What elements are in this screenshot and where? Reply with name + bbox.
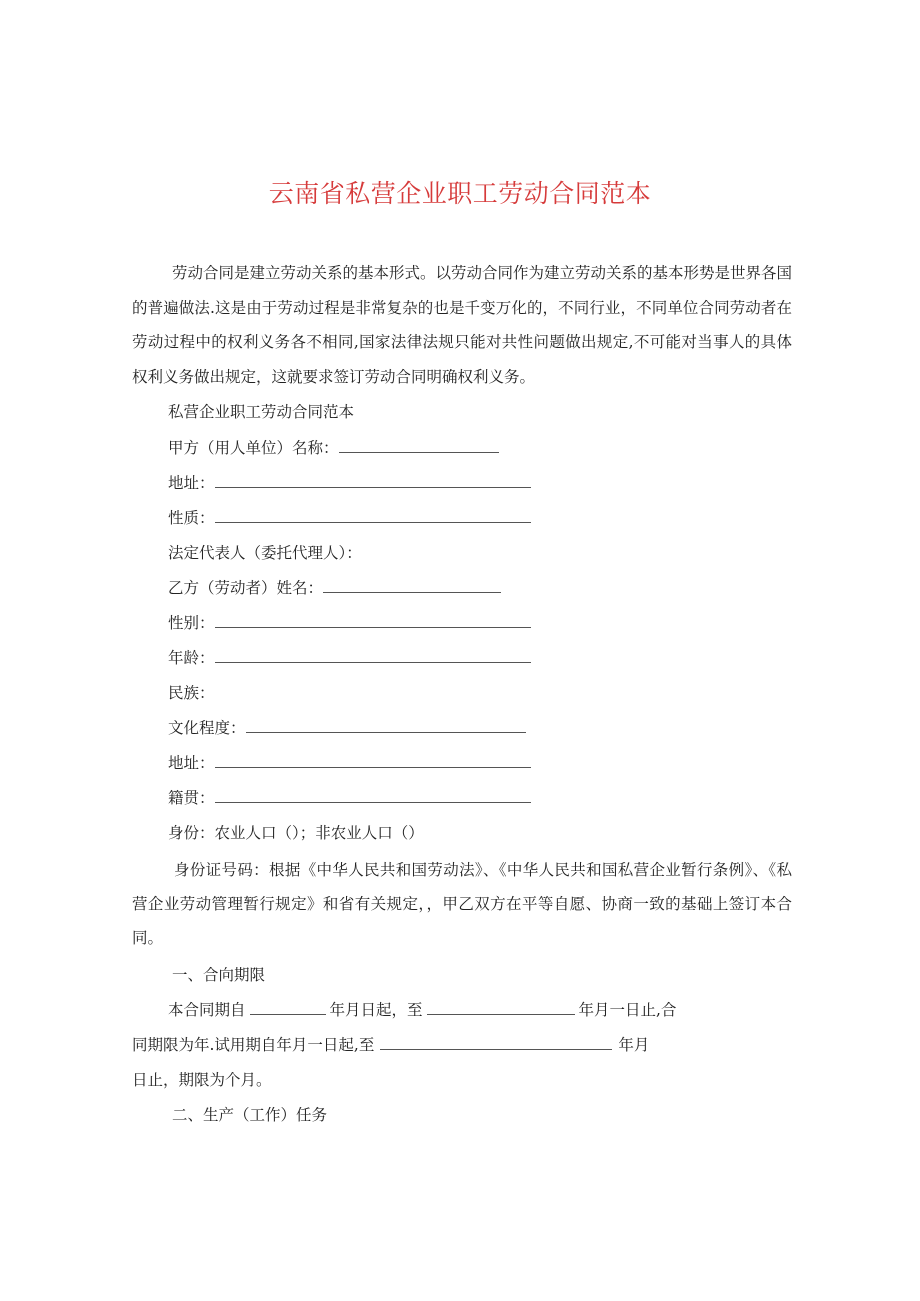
section-1-line-2 [132,1034,649,1056]
party-a-nature-blank [215,507,531,523]
party-b-name-label: 乙方（劳动者）姓名： [168,579,324,597]
party-b-age-blank [215,647,531,663]
party-b-ethnicity-label: 民族： [168,684,215,702]
party-b-name-blank [323,577,501,593]
party-b-age-row [168,647,531,669]
probation-label: 同期限为年.试用期自年月一日起,至 [132,1036,375,1054]
intro-paragraph: 劳动合同是建立劳动关系的基本形式。以劳动合同作为建立劳动关系的基本形势是世界各国的普遍做法.这是由于劳动过程是非常复杂的也是千变万化的，不同行业，不同单位合同劳动者在劳动过程中的权利义务各不相同,国家法律法规只能对共性问题做出规定,不可能对当事人的具体权利义务做出规定，这就要求签订劳动合同明确权利义务。 [132,264,793,386]
probation-end-blank [380,1034,612,1050]
term-end-blank [427,999,575,1015]
term-start-blank [250,999,326,1015]
party-a-nature-label: 性质： [168,509,215,527]
party-b-age-label: 年龄： [168,649,215,667]
party-b-gender-blank [215,612,531,628]
party-b-education-blank [246,717,526,733]
section-1-heading [172,964,265,986]
party-a-address-blank [215,472,531,488]
party-b-native-blank [215,787,531,803]
probation-period-label: 日止，期限为个月。 [132,1071,272,1089]
section-1-line-3 [132,1069,272,1091]
legal-rep-label: 法定代表人（委托代理人）： [168,544,362,562]
id-paragraph: 身份证号码：根据《中华人民共和国劳动法》、《中华人民共和国私营企业暂行条例》、《私营企业劳动管理暂行规定》和省有关规定，，甲乙双方在平等自愿、协商一致的基础上签订本合同。 [132,861,792,947]
party-b-gender-row [168,612,531,634]
party-b-native-row [168,787,531,809]
party-b-address-label: 地址： [168,754,215,772]
party-a-name-row [168,437,499,459]
party-b-gender-label: 性别： [168,614,215,632]
section-2-heading-text: 二、生产（工作）任务 [172,1106,328,1124]
section-2-heading [172,1104,327,1126]
document-title: 云南省私营企业职工劳动合同范本 [268,179,652,208]
term-from-to-label: 年月日起，至 [329,1001,423,1019]
section-1-line-1 [168,999,676,1021]
party-b-identity-row [168,822,424,844]
party-a-nature-row [168,507,531,529]
party-b-name-row [168,577,501,599]
subtitle-text: 私营企业职工劳动合同范本 [168,403,355,421]
term-end-label: 年月一日止,合 [578,1001,677,1019]
party-b-education-row [168,717,526,739]
party-b-address-blank [215,752,531,768]
party-a-address-label: 地址： [168,474,215,492]
party-b-identity-label: 身份：农业人口（）；非农业人口（） [168,824,424,842]
party-a-address-row [168,472,531,494]
party-a-name-label: 甲方（用人单位）名称： [168,439,339,457]
probation-end-label: 年月 [618,1036,650,1054]
party-a-name-blank [339,437,499,453]
party-b-ethnicity-row [168,682,215,704]
legal-rep-row [168,542,362,564]
term-start-label: 本合同期自 [168,1001,246,1019]
party-b-education-label: 文化程度： [168,719,246,737]
section-1-heading-text: 一、合向期限 [172,966,266,984]
contract-subtitle [168,401,354,423]
party-b-address-row [168,752,531,774]
party-b-native-label: 籍贯： [168,789,215,807]
